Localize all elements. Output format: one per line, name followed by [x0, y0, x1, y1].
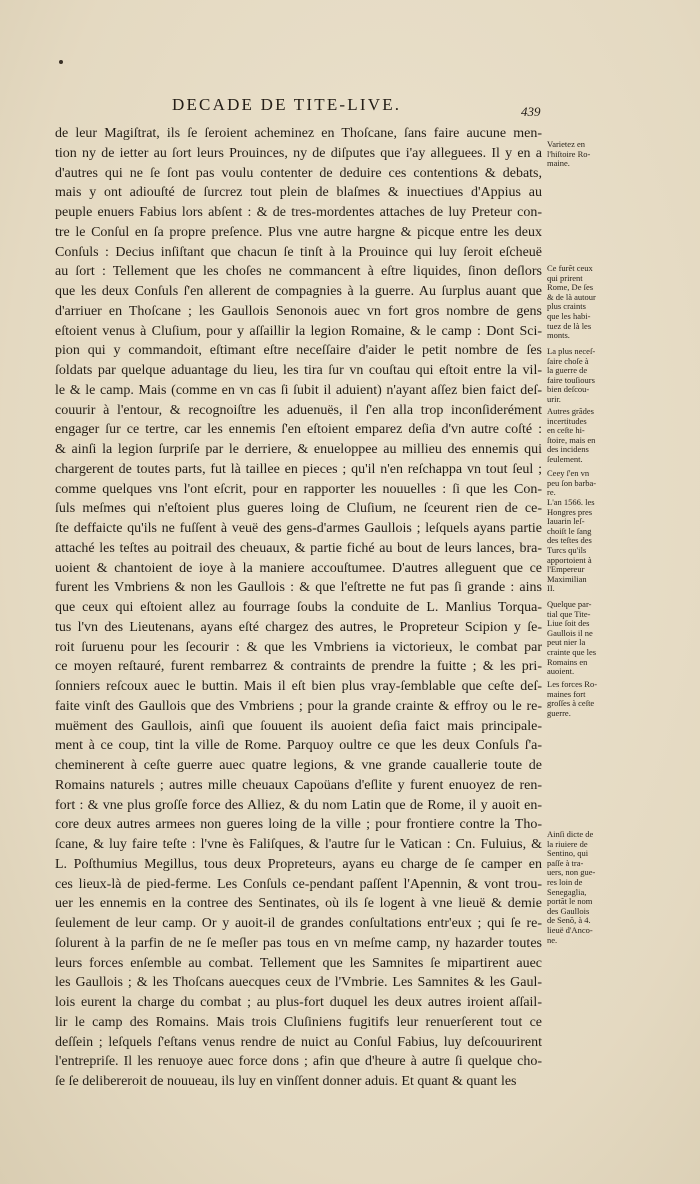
marginal-note-line: Hongres pres	[547, 507, 593, 517]
marginal-note-8	[547, 680, 623, 718]
marginal-note-line: paſſe à tra-	[547, 858, 584, 868]
marginal-note-line: Autres grãdes	[547, 407, 594, 416]
text-line: Conſuls : Decius inſiſtant que chacun ſe tinſt à la Prouince qui luy ſeroit eſcheuë	[55, 244, 542, 260]
text-line: faite vinſt des Gaullois que des Vmbriens ; pour la grande crainte & effroy ou le re-	[55, 698, 542, 714]
marginal-note-line: plus craints	[547, 302, 586, 312]
text-line: uoient & chantoient de ioye à la maniere accouſtumee. D'autres alleguent que ce	[55, 560, 542, 576]
marginal-note-line: Sentino, qui	[547, 849, 589, 859]
marginal-note-line: apportoient à	[547, 555, 592, 565]
text-line: l'entrepriſe. Il les renuoye auec force dons ; afin que d'heure à autre ſi quelque cho-	[55, 1054, 542, 1070]
marginal-note-line: lieuë d'Anco-	[547, 925, 593, 935]
text-line: mais y ont adiouſté de ſurcrez tout plein de blaſmes & inuectiues d'Appius au	[55, 185, 542, 201]
text-line: furent les Vmbriens & non les Gaullois : & que l'eſtrette ne fut pas ſi grande : ains	[55, 580, 542, 596]
text-line: ce moyen reſtauré, furent rembarrez & contraints de prendre la fuitte ; & les pri-	[55, 659, 542, 675]
marginal-note-2	[547, 264, 623, 341]
marginal-note-line: l'Empereur	[547, 565, 585, 575]
text-line: d'autres qui ne ſe ſont pas voulu contenter de deduire ces contentions & debats,	[55, 165, 542, 181]
marginal-note-line: peut nier la	[547, 638, 586, 648]
marginal-note-line: que les habi-	[547, 311, 591, 321]
marginal-note-line: & de là autour	[547, 292, 596, 302]
text-line: pion qui y commandoit, eſtimant eſtre neceſſaire d'aider le petit nombre de ſes	[55, 343, 542, 359]
marginal-note-line: Rome, De ſes	[547, 283, 594, 293]
text-line: ment à ce coup, tint la ville de Rome. Parquoy oultre ce que les deux Conſuls ſ'a-	[55, 738, 542, 754]
marginal-note-line: tuez de là les	[547, 321, 592, 331]
marginal-note-line: en ceſte hi-	[547, 426, 585, 436]
marginal-note-line: ſaire choſe à	[547, 356, 589, 366]
text-line: que les deux Conſuls ſ'en allerent de compagnies à la guerre. Au ſurplus auant que	[55, 284, 542, 299]
marginal-note-line: groſſes à ceſte	[547, 699, 595, 709]
text-line: core deux autres armees non gueres loing de la ville ; pour frontiere contre la Tho-	[55, 817, 542, 833]
text-line: muëment des Gaullois, ainſi que ſouuent ils auoient deſia faict mais principale-	[55, 718, 542, 734]
marginal-note-9	[547, 830, 623, 945]
marginal-note-line: Ceey ſ'en vn	[547, 469, 590, 478]
text-line: tus l'vn des Lieutenans, ayans eſté chargez des autres, le Propreteur Scipion y ſe-	[55, 619, 542, 635]
marginal-note-line: maines fort	[547, 689, 586, 699]
text-line: & ainſi la legion ſurpriſe par le derriere, & enueloppee au millieu des ennemis qui	[55, 442, 542, 457]
marginal-note-line: qui prirent	[547, 273, 583, 283]
text-line: d'arriuer en Thoſcane ; les Gaullois Senonois auec vn fort gros nombre de gens	[55, 303, 542, 319]
text-line: tion ny de ietter au ſort leurs Prouinces, ny de diſputes que i'ay alleguees. Il y en a	[55, 145, 542, 161]
marginal-note-line: Turcs qu'ils	[547, 545, 587, 555]
marginal-note-line: uers, non gue-	[547, 868, 596, 878]
text-line: ſte deffaicte qu'ils ne fuſſent à veuë des gens-d'armes Gaullois ; leſquels ayans partie	[55, 521, 542, 536]
marginal-note-line: des teſtes des	[547, 536, 592, 546]
text-line: uer les ennemis en la contree des Sentinates, où ils ſe logent à vne lieuë & demie	[55, 896, 542, 912]
marginal-note-line: peu ſon barba-	[547, 478, 597, 488]
marginal-note-line: auoient.	[547, 667, 575, 677]
text-line: ces lieux-là de pied-ferme. Les Conſuls ce-pendant paſſent l'Apennin, & vont trou-	[55, 876, 542, 892]
text-line: les Gaullois ; & les Thoſcans auecques ceux de l'Vmbrie. Les Samnites & les Gaul-	[55, 975, 542, 991]
marginal-note-line: Les forces Ro-	[547, 680, 598, 689]
text-line: couurir à l'entour, & recognoiſtre les aduenuës, il ſ'en alla trop inconſiderément	[55, 402, 542, 418]
marginal-note-line: maine.	[547, 159, 570, 169]
marginal-note-line: des incidens	[547, 445, 589, 455]
text-line: deſſein ; leſquels ſ'eſtans venus rendre de nuict au Conſul Fabius, luy deſcouurirent	[55, 1034, 542, 1050]
text-line: fort : & vne plus groſſe force des Alliez, & du nom Latin que de Rome, il y auoit en-	[55, 797, 542, 813]
text-line: ſonniers reſcoux auec le buttin. Mais il eſt bien plus vray-ſemblable que ceſte deſ-	[55, 679, 542, 694]
marginal-note-line: res loin de	[547, 877, 583, 887]
marginal-note-line: choiſt le ſang	[547, 526, 592, 536]
text-line: eſtoient venus à Cluſium, pour y aſſaillir la legion Romaine, & le camp : Dont Sci-	[55, 323, 542, 339]
marginal-note-line: Ainſi dicte de	[547, 830, 594, 839]
marginal-note-1	[547, 140, 623, 169]
marginal-note-line: l'hiſtoire Ro-	[547, 149, 591, 159]
marginal-note-line: guerre.	[547, 708, 571, 718]
text-line: leurs forces enſemble au combat. Tellement que les Samnites ſe mipartirent auec	[55, 955, 542, 971]
text-line: ſuls meſmes qui n'eſtoient plus gueres loing de Cluſium, ne ſceurent rien de ce-	[55, 501, 542, 517]
text-line: chargerent de toutes parts, fut là taillee en pieces ; qu'il n'en reſchappa vn tout ſeul ;	[55, 461, 542, 477]
marginal-note-line: faire touſiours	[547, 375, 595, 385]
marginal-note-4	[547, 407, 623, 465]
text-line: tre le Conſul en ſa propre preſence. Plus vne autre hargne & picque entre les deux	[55, 224, 542, 240]
marginal-note-line: re.	[547, 488, 556, 498]
marginal-note-line: crainte que les	[547, 647, 597, 657]
text-line: lir le camp des Romains. Mais trois Cluſiniens fugitifs leur renuerſerent tout ce	[55, 1014, 542, 1030]
marginal-note-line: urir.	[547, 394, 561, 404]
text-line: lois eurent la charge du combat ; au plus-fort duquel les deux autres iroient aſſail-	[55, 995, 542, 1010]
marginal-note-line: Gaullois il ne	[547, 628, 593, 638]
marginal-note-line: Ce furẽt ceux	[547, 264, 593, 273]
marginal-note-line: L'an 1566. les	[547, 498, 595, 507]
text-line: peuple enuers Fabius lors abſent : & de tres-mordentes attaches de luy Preteur con-	[55, 205, 542, 220]
text-line: Romains naturels ; autres mille cheuaux Capoüans d'eſlite y furent enuoyez de ren-	[55, 777, 542, 793]
marginal-note-line: portãt le nom	[547, 897, 593, 907]
marginal-note-line: monts.	[547, 331, 570, 341]
marginal-note-line: II.	[547, 584, 555, 594]
ink-dot	[59, 60, 63, 64]
marginal-note-line: Quelque par-	[547, 600, 592, 609]
marginal-note-line: Iauarin leſ-	[547, 517, 585, 527]
text-line: ſcane, & luy faire teſte : l'vne ès Faliſques, & l'autre ſur le Vatican : Cn. Fuluius, &	[55, 837, 542, 852]
text-line: ſeulement de leur camp. Or y auoit-il de grandes conſultations entr'eux ; qui ſe re-	[55, 916, 542, 931]
text-line: de leur Magiſtrat, ils ſe ſeroient acheminez en Thoſcane, ſans faire aucune men-	[55, 126, 542, 141]
text-line: que ceux qui eſtoient allez au fourrage ſoubs la conduite de L. Manlius Torqua-	[55, 600, 542, 615]
marginal-note-line: ſtoire, mais en	[547, 435, 596, 445]
marginal-note-line: la guerre de	[547, 366, 588, 376]
page-number: 439	[521, 104, 541, 119]
text-line: ſe ſe delibereroit de nouueau, ils luy en vinſſent donner aduis. Et quant & quant les	[55, 1074, 517, 1089]
marginal-note-line: des Gaullois	[547, 906, 590, 916]
text-line: ſoldats par quelque aduantage du lieu, les tira ſur vn couſtau qui eſtoit entre la vil-	[55, 363, 542, 378]
marginal-note-3	[547, 347, 623, 405]
text-line: L. Poſthumius Megillus, tous deux Propreteurs, ayans eu charge de ſe camper en	[55, 856, 542, 872]
marginal-note-5	[547, 469, 623, 498]
text-line: ſolurent à la parfin de ne ſe meſler pas tous en vn meſme camp, ny hazarder toutes	[55, 935, 542, 951]
marginal-note-line: ne.	[547, 935, 558, 945]
running-title: DECADE DE TITE-LIVE.	[172, 95, 402, 114]
marginal-note-line: Romains en	[547, 657, 588, 667]
marginal-note-line: bien deſcou-	[547, 385, 590, 395]
marginal-note-line: de Senõ, à 4.	[547, 916, 591, 926]
text-line: engager ſur ce tertre, car les ennemis ſ'en eſtoient emparez deſia d'vn autre coſté :	[55, 422, 542, 438]
marginal-note-6	[547, 498, 623, 594]
marginal-note-line: incertitudes	[547, 416, 587, 426]
marginal-note-line: la riuiere de	[547, 839, 588, 849]
marginal-note-line: Liue ſoit des	[547, 619, 590, 629]
text-line: roit ſuruenu pour les ſecourir : & que les Vmbriens ia victorieux, le combat par	[55, 639, 542, 655]
text-line: cheminerent à ceſte guerre auec quatre legions, & vne grande cauallerie toute de	[55, 758, 542, 773]
marginal-note-line: La plus neceſ-	[547, 347, 596, 356]
marginal-note-line: Varietez en	[547, 140, 585, 149]
marginal-note-line: tial que Tite-	[547, 609, 591, 619]
marginal-note-line: Maximilian	[547, 574, 587, 584]
main-text-column	[55, 124, 542, 1092]
marginal-note-line: ſeulement.	[547, 454, 583, 464]
text-line: le & le camp. Mais (comme en vn cas ſi ſubit il aduient) n'ayant aſſez bien faict deſ-	[55, 382, 542, 398]
text-line: attaché les teſtes au poitrail des cheuaux, & partie fiché au bout de leurs lances, bra-	[55, 540, 542, 556]
marginal-note-7	[547, 600, 623, 677]
text-line: comme quelques vns l'ont eſcrit, pour en rapporter les nouuelles : ſi que les Con-	[55, 481, 542, 497]
marginal-note-line: Senegaglia,	[547, 887, 587, 897]
text-line: au ſort : Tellement que les choſes ne commancent à eſtre liquides, ſinon deſlors	[55, 264, 542, 280]
